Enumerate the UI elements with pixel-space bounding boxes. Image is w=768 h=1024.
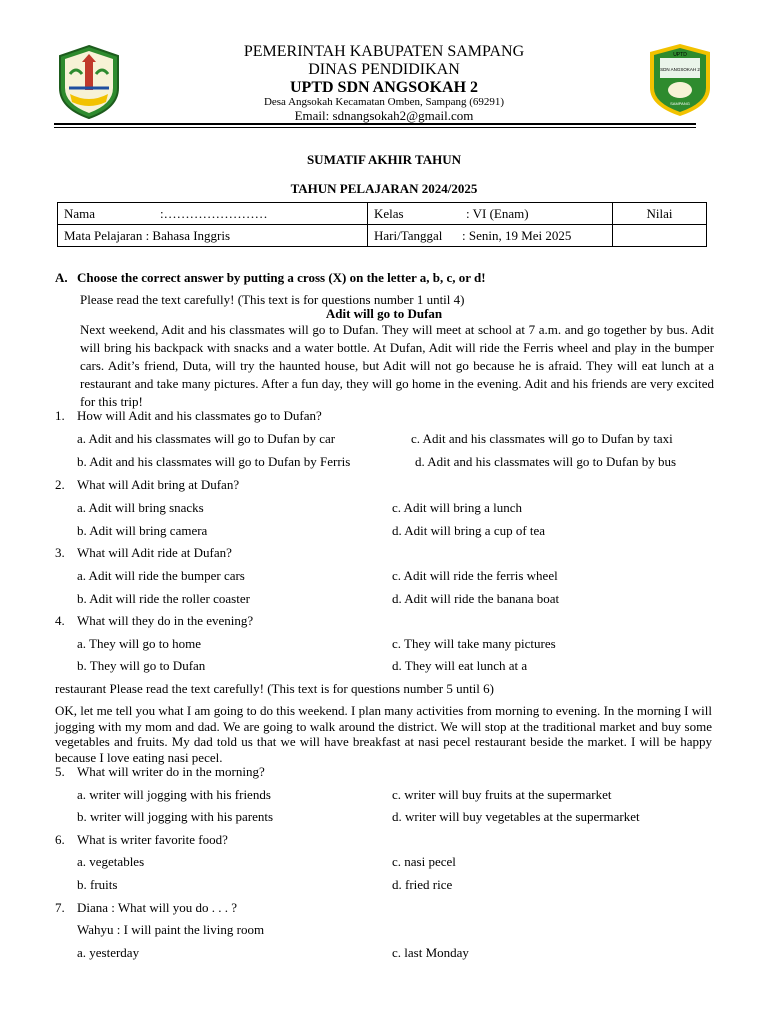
right-logo-bottom-text: SAMPANG	[670, 101, 690, 106]
option-b[interactable]: b. They will go to Dufan	[77, 658, 206, 673]
option-c[interactable]: c. Adit will ride the ferris wheel	[392, 568, 558, 583]
kabupaten-sampang-logo	[56, 44, 122, 120]
question-number: 7.	[55, 900, 65, 915]
school-year-title: TAHUN PELAJARAN 2024/2025	[290, 181, 478, 196]
option-d[interactable]: d. They will eat lunch at a	[392, 658, 528, 673]
right-logo-top-text: UPTD	[673, 52, 687, 58]
question-number: 1.	[55, 408, 65, 423]
kelas-value: : VI (Enam)	[466, 205, 529, 221]
header-school: UPTD SDN ANGSOKAH 2	[289, 79, 479, 96]
option-b[interactable]: b. Adit will bring camera	[77, 523, 208, 538]
nilai-header: Nilai	[613, 203, 707, 225]
option-c[interactable]: c. Adit will bring a lunch	[392, 500, 522, 515]
header-rule-thin	[54, 127, 696, 128]
nama-value[interactable]: :……………………	[160, 205, 268, 221]
option-d[interactable]: d. Adit and his classmates will go to Dufan by bus	[415, 454, 677, 469]
reading-intro-2: restaurant Please read the text carefully! (This text is for questions number 5 until 6)	[55, 681, 494, 696]
header-rule-thick	[54, 123, 696, 125]
section-letter: A.	[55, 270, 68, 285]
header-email: Email: sdnangsokah2@gmail.com	[294, 108, 474, 123]
story-text: Next weekend, Adit and his classmates will go to Dufan. They will meet at school at 7 a.m. and go together by bus. Adit will bring his backpack with snacks and a water bottle. At Dufan, Adit will ride the Ferris wheel and play in the bumper cars. Adit’s friend, Duta, will try the haunted house, but Adit will not go because he is afraid. They will eat lunch at a restaurant and take many pictures. After a fun day, they will go home in the evening. Adit and his friends are very excited for this trip!	[80, 322, 714, 409]
option-b[interactable]: b. Adit and his classmates will go to Dufan by Ferris	[77, 454, 351, 469]
right-logo-mid-text: SDN ANGSOKAH 2	[660, 67, 700, 72]
section-instruction: Choose the correct answer by putting a cross (X) on the letter a, b, c, or d!	[77, 270, 486, 285]
option-a[interactable]: a. vegetables	[77, 854, 145, 869]
option-c[interactable]: c. Adit and his classmates will go to Dufan by taxi	[411, 431, 673, 446]
option-d[interactable]: d. Adit will ride the banana boat	[392, 591, 560, 606]
question-text: How will Adit and his classmates go to Dufan?	[77, 408, 322, 423]
option-b[interactable]: b. fruits	[77, 877, 118, 892]
question-text: What will Adit bring at Dufan?	[77, 477, 240, 492]
question-text: What will they do in the evening?	[77, 613, 254, 628]
nilai-score-cell[interactable]	[613, 225, 707, 247]
exam-title: SUMATIF AKHIR TAHUN	[306, 152, 462, 167]
question-number: 4.	[55, 613, 65, 628]
question-number: 6.	[55, 832, 65, 847]
option-a[interactable]: a. They will go to home	[77, 636, 201, 651]
story-title: Adit will go to Dufan	[325, 306, 443, 321]
option-a[interactable]: a. Adit and his classmates will go to Dufan by car	[77, 431, 336, 446]
option-a[interactable]: a. Adit will bring snacks	[77, 500, 204, 515]
reading-intro-1: Please read the text carefully! (This text is for questions number 1 until 4)	[80, 292, 465, 307]
option-a[interactable]: a. Adit will ride the bumper cars	[77, 568, 245, 583]
option-c[interactable]: c. They will take many pictures	[392, 636, 556, 651]
header-government: PEMERINTAH KABUPATEN SAMPANG	[243, 43, 525, 60]
question-text: What will Adit ride at Dufan?	[77, 545, 232, 560]
question-number: 5.	[55, 764, 65, 779]
kelas-label: Kelas	[374, 205, 404, 221]
tanggal-cell	[368, 225, 613, 247]
option-a[interactable]: a. yesterday	[77, 945, 140, 960]
question-text: Diana : What will you do . . . ?	[77, 900, 238, 915]
student-info-table	[57, 202, 707, 247]
question-text: What will writer do in the morning?	[77, 764, 265, 779]
option-c[interactable]: c. last Monday	[392, 945, 469, 960]
option-d[interactable]: d. fried rice	[392, 877, 453, 892]
option-a[interactable]: a. writer will jogging with his friends	[77, 787, 271, 802]
mapel-cell: Mata Pelajaran : Bahasa Inggris	[58, 225, 368, 247]
nama-label: Nama	[64, 205, 96, 221]
question-number: 2.	[55, 477, 65, 492]
tanggal-label: Hari/Tanggal	[374, 227, 443, 243]
school-logo	[646, 42, 714, 118]
option-c[interactable]: c. nasi pecel	[392, 854, 456, 869]
tanggal-value: : Senin, 19 Mei 2025	[462, 227, 572, 243]
header-department: DINAS PENDIDIKAN	[308, 61, 460, 78]
option-d[interactable]: d. writer will buy vegetables at the supermarket	[392, 809, 640, 824]
option-d[interactable]: d. Adit will bring a cup of tea	[392, 523, 546, 538]
question-text: What is writer favorite food?	[77, 832, 228, 847]
header-address: Desa Angsokah Kecamatan Omben, Sampang (69291)	[263, 96, 505, 108]
kelas-cell	[368, 203, 613, 225]
dialogue-line: Wahyu : I will paint the living room	[77, 922, 265, 937]
option-b[interactable]: b. writer will jogging with his parents	[77, 809, 274, 824]
option-c[interactable]: c. writer will buy fruits at the supermarket	[392, 787, 612, 802]
nama-cell	[58, 203, 368, 225]
question-number: 3.	[55, 545, 65, 560]
option-b[interactable]: b. Adit will ride the roller coaster	[77, 591, 250, 606]
story2-text: OK, let me tell you what I am going to do this weekend. I plan many activities from morning to evening. In the morning I will jogging with my mom and dad. We are going to walk around the district. We will stop at the traditional market and buy some vegetables and fruits. My dad told us that we will have breakfast at nasi pecel restaurant beside the market. I will be happy because I love eating nasi pecel.	[55, 703, 712, 765]
